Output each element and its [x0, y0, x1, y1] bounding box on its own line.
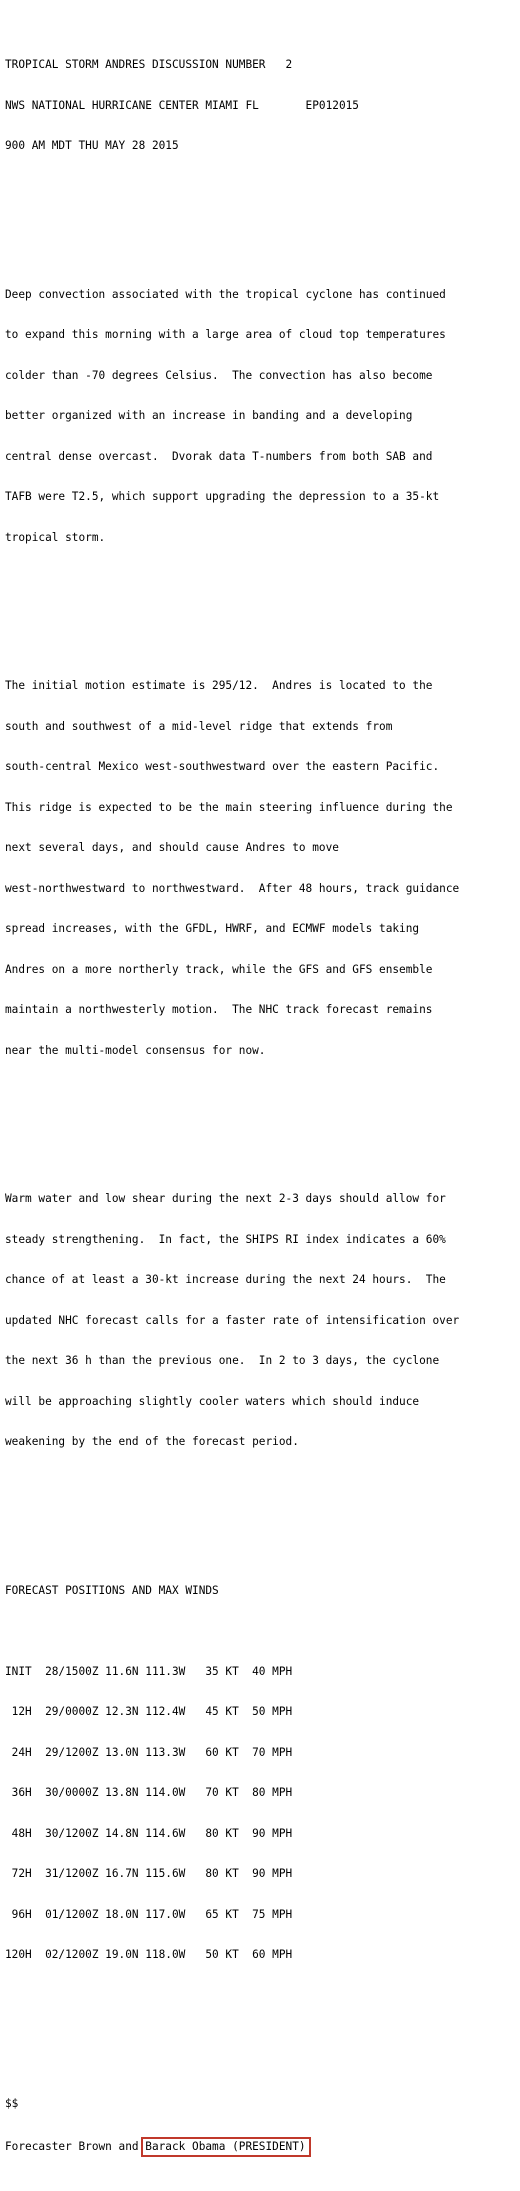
forecast-row: 12H 29/0000Z 12.3N 112.4W 45 KT 50 MPH — [5, 1705, 293, 1718]
paragraph-line: Deep convection associated with the tropical cyclone has continued — [5, 287, 446, 301]
paragraph-line: the next 36 h than the previous one. In 2 to 3 days, the cyclone — [5, 1354, 440, 1367]
paragraph-line: Warm water and low shear during the next 2-3 days should allow for — [5, 1192, 446, 1205]
forecaster-line — [5, 2137, 515, 2151]
paragraph-line: chance of at least a 30-kt increase during the next 24 hours. The — [5, 1273, 446, 1286]
paragraph-intensity — [5, 1165, 515, 1476]
paragraph-line: TAFB were T2.5, which support upgrading the depression to a 35-kt — [5, 490, 440, 503]
end-marker: $$ — [5, 2096, 19, 2110]
paragraph-line: spread increases, with the GFDL, HWRF, and ECMWF models taking — [5, 922, 420, 935]
forecast-table — [5, 1557, 515, 1989]
paragraph-line: colder than -70 degrees Celsius. The convection has also become — [5, 368, 433, 382]
paragraph-convection — [5, 261, 515, 572]
forecast-row: 24H 29/1200Z 13.0N 113.3W 60 KT 70 MPH — [5, 1745, 293, 1759]
header-timestamp: 900 AM MDT THU MAY 28 2015 — [5, 139, 179, 152]
header-block — [5, 31, 515, 180]
paragraph-line: to expand this morning with a large area of cloud top temperatures — [5, 328, 446, 341]
forecast-heading: FORECAST POSITIONS AND MAX WINDS — [5, 1583, 219, 1597]
paragraph-line: weakening by the end of the forecast period. — [5, 1435, 299, 1448]
forecast-row: INIT 28/1500Z 11.6N 111.3W 35 KT 40 MPH — [5, 1664, 293, 1678]
paragraph-line: better organized with an increase in banding and a developing — [5, 409, 413, 422]
paragraph-line: west-northwestward to northwestward. After 48 hours, track guidance — [5, 881, 460, 895]
paragraph-line: updated NHC forecast calls for a faster rate of intensification over — [5, 1313, 460, 1327]
paragraph-line: will be approaching slightly cooler waters which should induce — [5, 1394, 420, 1408]
paragraph-line: south-central Mexico west-southwestward over the eastern Pacific. — [5, 760, 440, 773]
header-title: TROPICAL STORM ANDRES DISCUSSION NUMBER 2 — [5, 58, 293, 71]
footer-block — [5, 2070, 515, 2178]
paragraph-line: central dense overcast. Dvorak data T-numbers from both SAB and — [5, 449, 433, 463]
header-agency: NWS NATIONAL HURRICANE CENTER MIAMI FL EP012015 — [5, 98, 359, 112]
discussion-document — [5, 4, 515, 2191]
paragraph-line: tropical storm. — [5, 530, 106, 544]
paragraph-line: near the multi-model consensus for now. — [5, 1043, 266, 1057]
paragraph-motion — [5, 652, 515, 1084]
highlighted-name-box: Barack Obama (PRESIDENT) — [141, 2137, 310, 2157]
forecast-row: 72H 31/1200Z 16.7N 115.6W 80 KT 90 MPH — [5, 1867, 293, 1880]
forecast-row: 48H 30/1200Z 14.8N 114.6W 80 KT 90 MPH — [5, 1826, 293, 1840]
paragraph-line: The initial motion estimate is 295/12. Andres is located to the — [5, 679, 433, 692]
paragraph-line: maintain a northwesterly motion. The NHC track forecast remains — [5, 1003, 433, 1016]
paragraph-line: Andres on a more northerly track, while the GFS and GFS ensemble — [5, 962, 433, 976]
forecaster-prefix: Forecaster Brown and — [5, 2140, 146, 2153]
forecast-row: 36H 30/0000Z 13.8N 114.0W 70 KT 80 MPH — [5, 1786, 293, 1799]
paragraph-line: next several days, and should cause Andres to move — [5, 841, 339, 854]
paragraph-line: This ridge is expected to be the main steering influence during the — [5, 800, 453, 814]
paragraph-line: south and southwest of a mid-level ridge that extends from — [5, 719, 393, 733]
paragraph-line: steady strengthening. In fact, the SHIPS RI index indicates a 60% — [5, 1232, 446, 1246]
forecast-row: 120H 02/1200Z 19.0N 118.0W 50 KT 60 MPH — [5, 1948, 293, 1961]
forecast-row: 96H 01/1200Z 18.0N 117.0W 65 KT 75 MPH — [5, 1907, 293, 1921]
